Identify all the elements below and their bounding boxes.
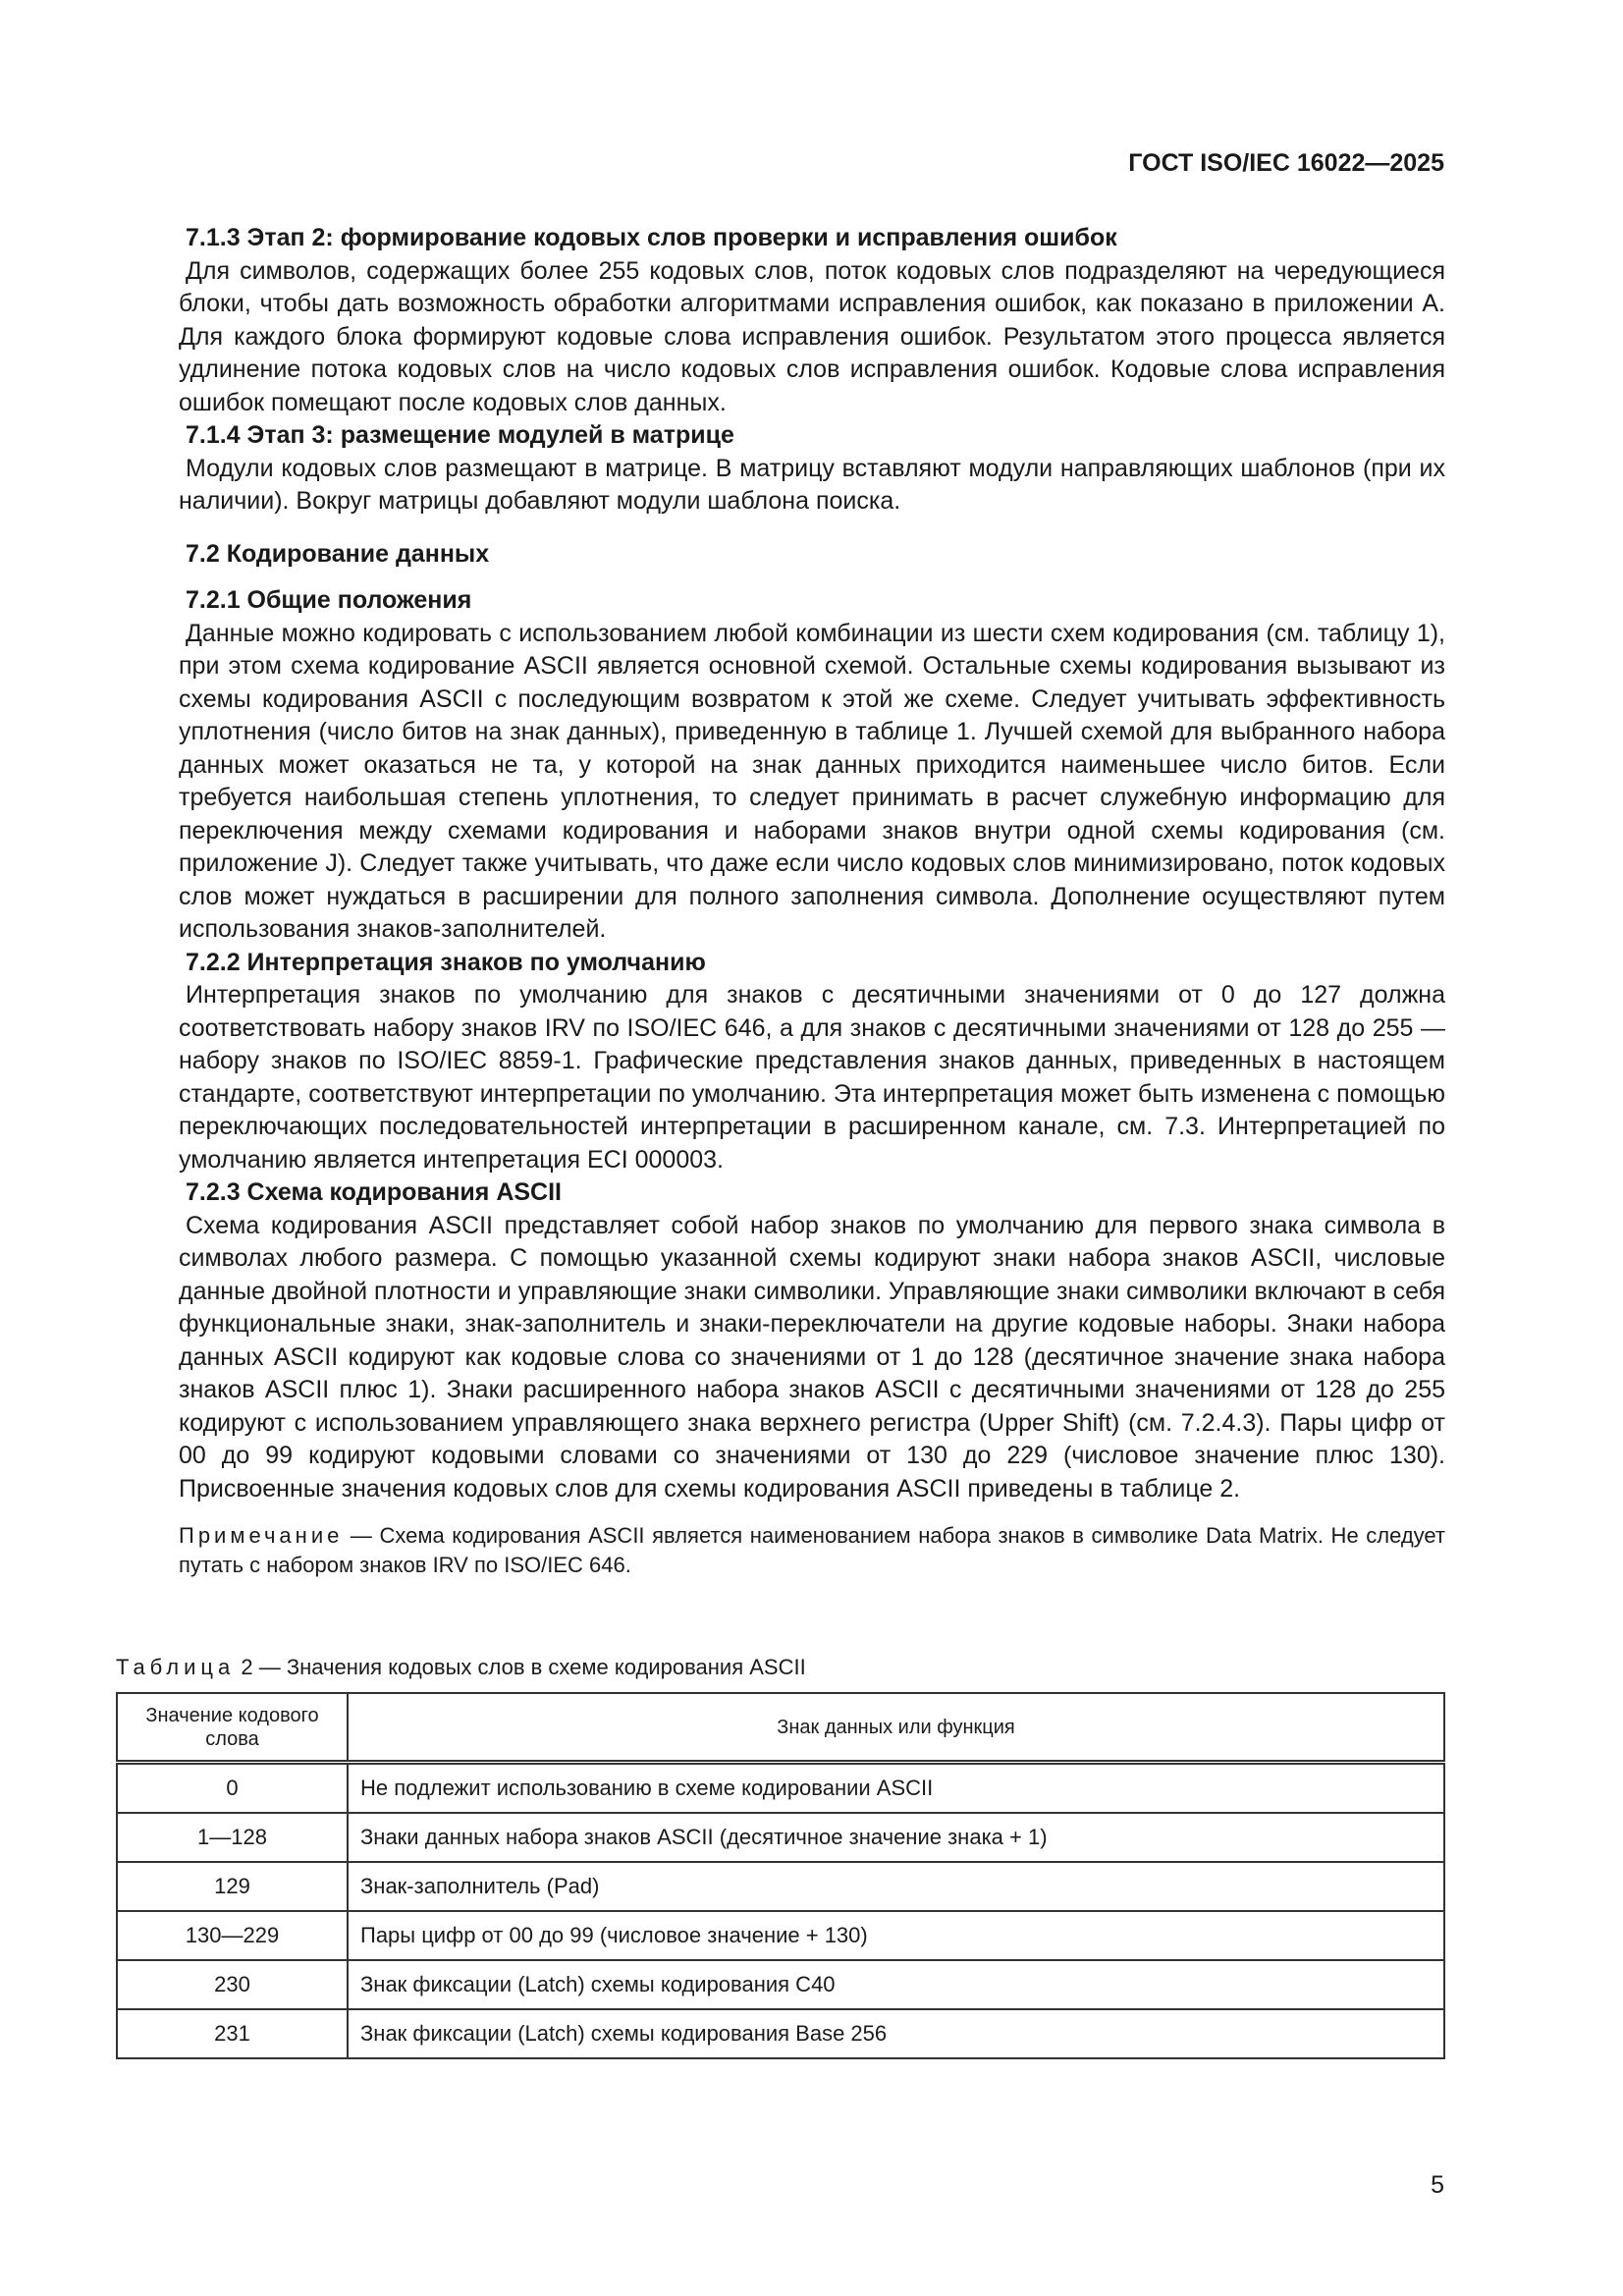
table-cell-function: Знак фиксации (Latch) схемы кодирования Base 256 [348, 2009, 1444, 2058]
section-heading-7-1-4: 7.1.4 Этап 3: размещение модулей в матрице [186, 421, 734, 449]
section-heading-7-2: 7.2 Кодирование данных [186, 539, 490, 568]
table-cell-function: Знак-заполнитель (Pad) [348, 1862, 1444, 1911]
section-text-7-1-3: Для символов, содержащих более 255 кодовых слов, поток кодовых слов подразделяют на чередующиеся блоки, чтобы дать возможность обработки алгоритмами исправления ошибок, как показано в приложении A. Для каждого блока формируют кодовые слова исправления ошибок. Результатом этого процесса является удлинение потока кодовых слов на число кодовых слов исправления ошибок. Кодовые слова исправления ошибок помещают после кодовых слов данных. [179, 256, 1445, 416]
section-heading-7-1-3: 7.1.3 Этап 2: формирование кодовых слов проверки и исправления ошибок [186, 224, 1117, 251]
section-text-7-2-3: Схема кодирования ASCII представляет собой набор знаков по умолчанию для первого знака символа в символах любого размера. С помощью указанной схемы кодируют знаки набора знаков ASCII, числовые данные двойной плотности и управляющие знаки символики. Управляющие знаки символики включают в себя функциональные знаки, знак-заполнитель и знаки-переключатели на другие кодовые наборы. Знаки набора данных ASCII кодируют как кодовые слова со значениями от 1 до 128 (десятичное значение знака набора знаков ASCII плюс 1). Знаки расширенного набора знаков ASCII с десятичными значениями от 128 до 255 кодируют с использованием управляющего знака верхнего регистра (Upper Shift) (см. 7.2.4.3). Пары цифр от 00 до 99 кодируют кодовыми словами со значениями от 130 до 229 (числовое значение плюс 130). Присвоенные значения кодовых слов для схемы кодирования ASCII приведены в таблице 2. [179, 1211, 1445, 1503]
codeword-table [116, 1692, 1445, 2059]
table-header-cell: Значение кодового слова [117, 1693, 348, 1763]
document-header: ГОСТ ISO/IEC 16022—2025 [1128, 149, 1444, 177]
section-heading-7-2-2: 7.2.2 Интерпретация знаков по умолчанию [186, 948, 706, 976]
table-caption-label: Таблица [116, 1655, 236, 1679]
section-heading-7-2-3: 7.2.3 Схема кодирования ASCII [186, 1178, 562, 1206]
table-cell-function: Знак фиксации (Latch) схемы кодирования C40 [348, 1960, 1444, 2009]
section-text-7-2-1: Данные можно кодировать с использованием любой комбинации из шести схем кодирования (см. таблицу 1), при этом схема кодирование ASCII является основной схемой. Остальные схемы кодирования вызывают из схемы кодирования ASCII с последующим возвратом к этой же схеме. Следует учитывать эффективность уплотнения (число битов на знак данных), приведенную в таблице 1. Лучшей схемой для выбранного набора данных может оказаться не та, у которой на знак данных приходится наименьшее число битов. Если требуется наибольшая степень уплотнения, то следует принимать в расчет служебную информацию для переключения между схемами кодирования и наборами знаков внутри одной схемы кодирования (см. приложение J). Следует также учитывать, что даже если число кодовых слов минимизировано, поток кодовых слов может нуждаться в расширении для полного заполнения символа. Дополнение осуществляют путем использования знаков-заполнителей. [179, 619, 1445, 943]
section-text-7-2-2: Интерпретация знаков по умолчанию для знаков с десятичными значениями от 0 до 127 должна соответствовать набору знаков IRV по ISO/IEC 646, а для знаков с десятичными значениями от 128 до 255 — набору знаков по ISO/IEC 8859-1. Графические представления знаков данных, приведенных в настоящем стандарте, соответствуют интерпретации по умолчанию. Эта интерпретация может быть изменена с помощью переключающих последовательностей интерпретации в расширенном канале, см. 7.3. Интерпретацией по умолчанию является интепретация ECI 000003. [179, 981, 1445, 1174]
table-row [117, 2009, 1444, 2058]
document-body [179, 222, 1445, 1580]
table-caption [116, 1655, 806, 1680]
note-text: — Схема кодирования ASCII является наименованием набора знаков в символике Data Matrix. Не следует путать с набором знаков IRV по ISO/IEC 646. [179, 1523, 1445, 1577]
table-row [117, 1763, 1444, 1814]
table-row [117, 1813, 1444, 1862]
table-cell-value: 130—229 [117, 1911, 348, 1960]
table-cell-value: 0 [117, 1763, 348, 1814]
table-row [117, 1960, 1444, 2009]
table-cell-value: 1—128 [117, 1813, 348, 1862]
table-cell-function: Пары цифр от 00 до 99 (числовое значение + 130) [348, 1911, 1444, 1960]
table-cell-value: 129 [117, 1862, 348, 1911]
table-cell-value: 230 [117, 1960, 348, 2009]
table-header-row [117, 1693, 1444, 1763]
table-row [117, 1911, 1444, 1960]
note [179, 1521, 1445, 1580]
page-number: 5 [1431, 2171, 1444, 2199]
table-row [117, 1862, 1444, 1911]
table-cell-value: 231 [117, 2009, 348, 2058]
table-header-cell: Знак данных или функция [348, 1693, 1444, 1763]
section-heading-7-2-1: 7.2.1 Общие положения [186, 586, 472, 614]
note-label: Примечание [179, 1523, 344, 1548]
section-text-7-1-4: Модули кодовых слов размещают в матрице. В матрицу вставляют модули направляющих шаблонов (при их наличии). Вокруг матрицы добавляют модули шаблона поиска. [179, 454, 1445, 515]
table-caption-text: 2 — Значения кодовых слов в схеме кодирования ASCII [235, 1655, 806, 1679]
table-cell-function: Не подлежит использованию в схеме кодировании ASCII [348, 1763, 1444, 1814]
table-cell-function: Знаки данных набора знаков ASCII (десятичное значение знака + 1) [348, 1813, 1444, 1862]
